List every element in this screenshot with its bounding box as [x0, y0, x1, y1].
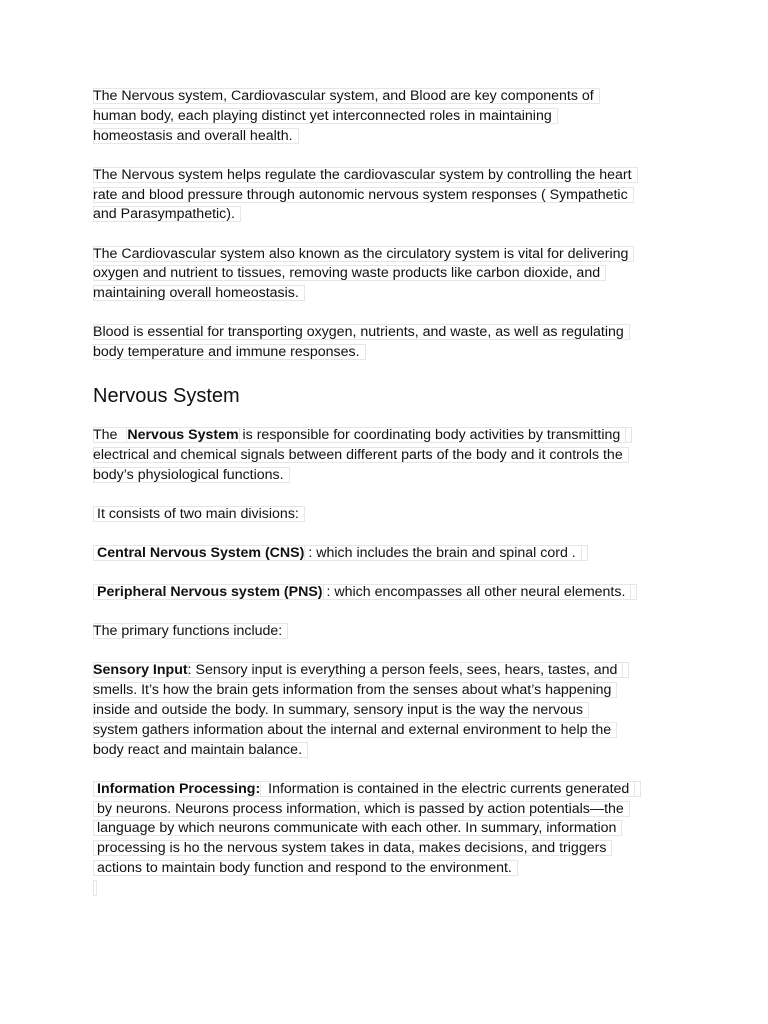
text-line[interactable]: actions to maintain body function and respond to the environment.: [93, 860, 518, 876]
text-line[interactable]: rate and blood pressure through autonomic nervous system responses ( Sympathetic: [93, 187, 634, 203]
text-line[interactable]: body’s physiological functions.: [93, 467, 290, 483]
text-line[interactable]: maintaining overall homeostasis.: [93, 285, 305, 301]
definition-prefix: The: [93, 427, 127, 443]
text-line[interactable]: It consists of two main divisions:: [93, 506, 305, 522]
text-line[interactable]: human body, each playing distinct yet interconnected roles in maintaining: [93, 108, 558, 124]
pns-paragraph: [93, 583, 683, 603]
sensory-input-paragraph: [93, 661, 683, 760]
text-line[interactable]: smells. It’s how the brain gets information from the senses about what’s happening: [93, 682, 617, 698]
text-line[interactable]: inside and outside the body. In summary, sensory input is the way the nervous: [93, 702, 589, 718]
intro-paragraph-3: [93, 245, 683, 304]
divisions-intro-paragraph: [93, 505, 683, 525]
text-line[interactable]: [93, 662, 629, 678]
text-line[interactable]: by neurons. Neurons process information, which is passed by action potentials—the: [93, 801, 630, 817]
empty-text-line[interactable]: [93, 880, 97, 896]
processing-rest: Information is contained in the electric currents generated: [260, 781, 635, 797]
document-page: [93, 87, 683, 896]
text-line[interactable]: The Nervous system helps regulate the cardiovascular system by controlling the heart: [93, 167, 638, 183]
intro-paragraph-4: [93, 323, 683, 363]
section-heading[interactable]: Nervous System: [93, 384, 240, 407]
text-line[interactable]: processing is ho the nervous system takes in data, makes decisions, and triggers: [93, 840, 612, 856]
sensory-term: Sensory Input: [93, 662, 188, 679]
pns-term: Peripheral Nervous system (PNS): [97, 584, 323, 601]
processing-term: Information Processing:: [97, 780, 261, 797]
text-line[interactable]: body temperature and immune responses.: [93, 344, 366, 360]
text-line[interactable]: The Nervous system, Cardiovascular system, and Blood are key components of: [93, 88, 600, 104]
pns-description: : which encompasses all other neural elements.: [323, 584, 632, 600]
intro-paragraph-1: [93, 87, 683, 146]
sensory-rest: : Sensory input is everything a person feels, sees, hears, tastes, and: [188, 662, 624, 678]
text-line[interactable]: electrical and chemical signals between different parts of the body and it controls the: [93, 447, 629, 463]
information-processing-paragraph: [93, 780, 683, 879]
text-line[interactable]: [93, 781, 641, 797]
cns-term: Central Nervous System (CNS): [97, 544, 305, 561]
cns-paragraph: [93, 544, 683, 564]
text-line[interactable]: The primary functions include:: [93, 623, 288, 639]
text-line[interactable]: oxygen and nutrient to tissues, removing waste products like carbon dioxide, and: [93, 265, 606, 281]
text-line[interactable]: [93, 584, 637, 600]
text-line[interactable]: [93, 545, 588, 561]
text-line[interactable]: [93, 427, 632, 443]
intro-paragraph-2: [93, 166, 683, 225]
text-line[interactable]: body react and maintain balance.: [93, 742, 308, 758]
text-line[interactable]: system gathers information about the internal and external environment to help the: [93, 722, 617, 738]
text-line[interactable]: language by which neurons communicate with each other. In summary, information: [93, 820, 622, 836]
text-line[interactable]: and Parasympathetic).: [93, 206, 241, 222]
definition-term: Nervous System: [127, 426, 239, 443]
definition-rest: is responsible for coordinating body activities by transmitting: [239, 427, 627, 443]
nervous-definition-paragraph: [93, 426, 683, 485]
functions-intro-paragraph: [93, 622, 683, 642]
text-line[interactable]: homeostasis and overall health.: [93, 128, 299, 144]
text-line[interactable]: Blood is essential for transporting oxygen, nutrients, and waste, as well as regulating: [93, 324, 630, 340]
cns-description: : which includes the brain and spinal cord .: [304, 545, 581, 561]
text-line[interactable]: The Cardiovascular system also known as the circulatory system is vital for delivering: [93, 246, 634, 262]
